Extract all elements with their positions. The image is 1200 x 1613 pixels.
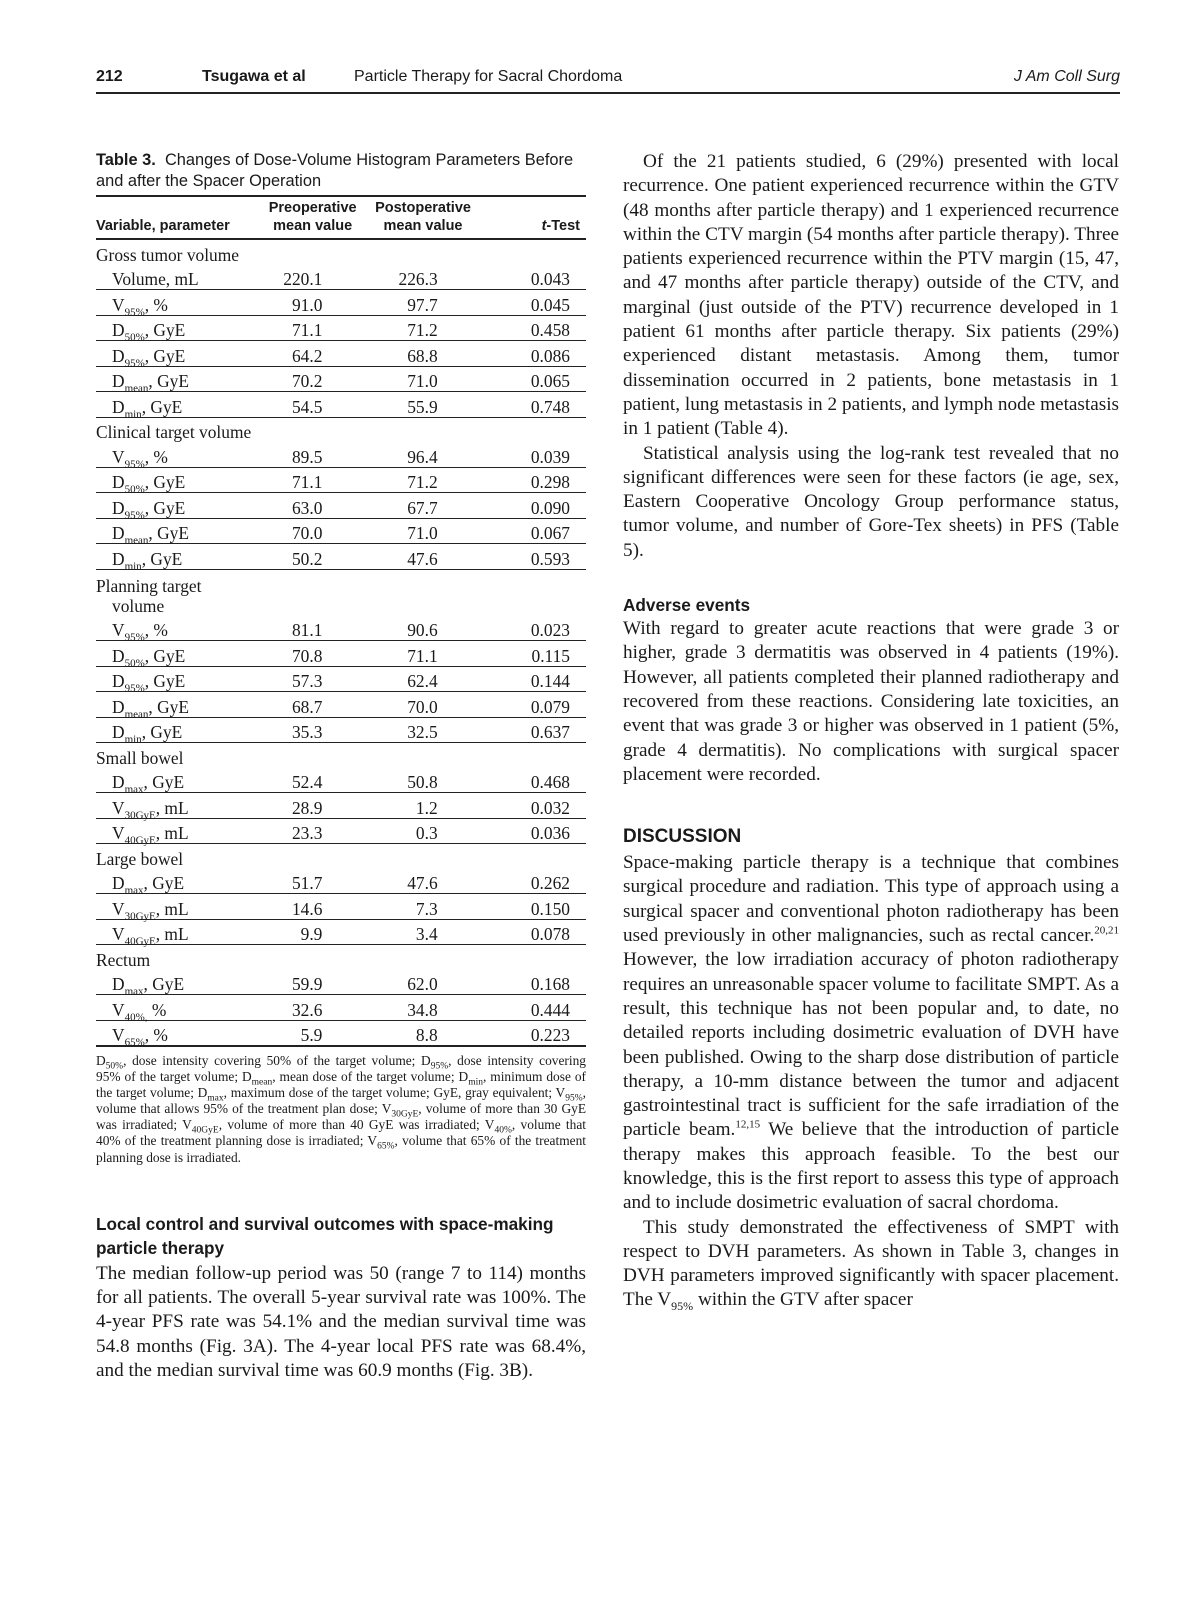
- table-row: [96, 341, 586, 367]
- cell-t-test: 0.039: [482, 442, 586, 467]
- cell-variable: $D_{min}$, GyE: [96, 717, 261, 743]
- table-row: [96, 442, 586, 467]
- cell-preoperative: 9.9: [261, 919, 364, 945]
- cell-postoperative: 50.8: [364, 768, 481, 793]
- table-row: [96, 366, 586, 392]
- table-row: [96, 692, 586, 718]
- cell-t-test: 0.262: [482, 869, 586, 894]
- cell-variable: $D_{mean}$, GyE: [96, 518, 261, 544]
- adverse-events-heading: Adverse events: [623, 595, 751, 616]
- cell-variable: $D_{50\%}$, GyE: [96, 467, 261, 493]
- citation-ref: 20,21: [1094, 924, 1119, 937]
- cell-preoperative: 50.2: [261, 544, 364, 570]
- cell-variable: $D_{max}$, GyE: [96, 869, 261, 894]
- table-group-row: Large bowel: [96, 848, 184, 869]
- cell-preoperative: 70.8: [261, 641, 364, 667]
- cell-preoperative: 70.0: [261, 518, 364, 544]
- cell-postoperative: 97.7: [364, 290, 481, 316]
- cell-variable: $D_{95\%}$, GyE: [96, 341, 261, 367]
- cell-variable: $V_{30GyE}$, mL: [96, 793, 261, 819]
- running-authors: Tsugawa et al: [202, 68, 306, 85]
- cell-preoperative: 71.1: [261, 315, 364, 341]
- cell-postoperative: 62.0: [364, 970, 481, 995]
- cell-preoperative: 70.2: [261, 366, 364, 392]
- cell-preoperative: 64.2: [261, 341, 364, 367]
- table-row: [96, 995, 586, 1021]
- adverse-events-paragraph: With regard to greater acute reactions that were grade 3 or higher, grade 3 dermatitis was observed in 4 patients (19%). However, all patients completed their planned radiotherapy and recovered from these reactions. Considering late toxicities, an event that was grade 3 or higher was observed in 1 patient (5%, grade 4 dermatitis). No complications with surgical spacer placement were recorded.: [623, 618, 1119, 785]
- cell-postoperative: 71.2: [364, 467, 481, 493]
- recurrence-paragraph: Of the 21 patients studied, 6 (29%) presented with local recurrence. One patient experienced recurrence within the GTV (48 months after particle therapy) and 1 experienced recurrence within the CTV margin (54 months after particle therapy). Three patients experienced recurrence within the PTV margin (15, 47, and 47 months after particle therapy) outside of the CTV, and marginal (just outside of the PTV) recurrence developed in 1 patient 61 months after particle therapy. Six patients (29%) experienced distant metastasis. Among them, tumor dissemination occurred in 2 patients, bone metastasis in 1 patient, lung metastasis in 2 patients, and lymph node metastasis in 1 patient (Table 4).: [623, 151, 1119, 440]
- discussion-heading: DISCUSSION: [623, 826, 742, 848]
- cell-preoperative: 32.6: [261, 995, 364, 1021]
- cell-variable: $V_{95\%}$, %: [96, 442, 261, 467]
- cell-t-test: 0.168: [482, 970, 586, 995]
- cell-postoperative: 32.5: [364, 717, 481, 743]
- discussion-paragraph-2: This study demonstrated the effectiveness of SMPT with respect to DVH parameters. As shown in Table 3, changes in DVH parameters improved significantly with spacer placement. The $V_{95\%}$ within the GTV after spacer: [623, 1216, 1119, 1314]
- table-row: [96, 392, 586, 418]
- cell-preoperative: 5.9: [300, 1025, 323, 1045]
- cell-preoperative: 89.5: [261, 442, 364, 467]
- table-row: [96, 970, 586, 995]
- cell-variable: $D_{mean}$, GyE: [96, 692, 261, 718]
- cell-variable: $V_{40GyE}$, mL: [96, 818, 261, 844]
- table-group-row: Gross tumor volume: [96, 244, 239, 265]
- cell-t-test: 0.023: [482, 616, 586, 641]
- table-row: [96, 894, 586, 920]
- cell-variable: $V_{30GyE}$, mL: [96, 894, 261, 920]
- cell-postoperative: 71.0: [364, 518, 481, 544]
- cell-preoperative: 57.3: [261, 666, 364, 692]
- table-label: Table 3.: [96, 151, 156, 169]
- cell-postoperative: 0.3: [364, 818, 481, 844]
- cell-postoperative: 226.3: [364, 265, 481, 290]
- table-row: [96, 493, 586, 519]
- col-header-t-test: t-Test: [482, 196, 586, 239]
- cell-t-test: 0.045: [482, 290, 586, 316]
- col-header-variable: Variable, parameter: [96, 196, 261, 239]
- table-row: [96, 666, 586, 692]
- cell-variable: $D_{min}$, GyE: [96, 392, 261, 418]
- citation-ref: 12,15: [735, 1119, 761, 1131]
- cell-t-test: 0.223: [530, 1025, 570, 1045]
- cell-postoperative: 71.0: [364, 366, 481, 392]
- cell-postoperative: 34.8: [364, 995, 481, 1021]
- cell-t-test: 0.444: [482, 995, 586, 1021]
- cell-t-test: 0.593: [482, 544, 586, 570]
- cell-variable: $D_{max}$, GyE: [96, 970, 261, 995]
- cell-preoperative: 59.9: [261, 970, 364, 995]
- dvh-table: [96, 195, 586, 1047]
- cell-variable: $V_{40GyE}$, mL: [96, 919, 261, 945]
- cell-preoperative: 35.3: [261, 717, 364, 743]
- table-row: [96, 616, 586, 641]
- table-footnote: $D_{50\%}$, dose intensity covering 50% of the target volume; $D_{95\%}$, dose intensity covering 95% of the target volume; $D_{mean}$, mean dose of the target volume; $D_{min}$, minimum dose of the target volume; $D_{max}$, maximum dose of the target volume; GyE, gray equivalent; $V_{95\%}$, volume that allows 95% of the treatment plan dose; $V_{30GyE}$, volume of more than 30 GyE was irradiated; $V_{40GyE}$, volume of more than 40 GyE was irradiated; $V_{40\%}$, volume that 40% of the treatment planning dose is irradiated; $V_{65\%}$, volume that 65% of the treatment planning dose is irradiated.: [96, 1053, 586, 1165]
- local-control-paragraph: The median follow-up period was 50 (range 7 to 114) months for all patients. The overall 5-year survival rate was 100%. The 4-year PFS rate was 54.1% and the median survival time was 54.8 months (Fig. 3A). The 4-year local PFS rate was 68.4%, and the median survival time was 60.9 months (Fig. 3B).: [96, 1262, 586, 1381]
- cell-t-test: 0.086: [482, 341, 586, 367]
- col-header-preoperative: Preoperative mean value: [261, 196, 364, 239]
- statistics-paragraph: Statistical analysis using the log-rank test revealed that no significant differences were seen for these factors (ie age, sex, Eastern Cooperative Oncology Group performance status, tumor volume, and number of Gore-Tex sheets) in PFS (Table 5).: [623, 442, 1119, 561]
- cell-variable: $V_{95\%}$, %: [96, 290, 261, 316]
- table-row: [96, 265, 586, 290]
- cell-preoperative: 52.4: [261, 768, 364, 793]
- cell-preoperative: 63.0: [261, 493, 364, 519]
- cell-postoperative: 7.3: [364, 894, 481, 920]
- cell-preoperative: 51.7: [261, 869, 364, 894]
- cell-variable: $V_{95\%}$, %: [96, 616, 261, 641]
- cell-preoperative: 68.7: [261, 692, 364, 718]
- cell-postoperative: 3.4: [364, 919, 481, 945]
- table-row: [96, 869, 586, 894]
- cell-postoperative: 47.6: [364, 544, 481, 570]
- cell-t-test: 0.043: [482, 265, 586, 290]
- cell-variable: $D_{mean}$, GyE: [96, 366, 261, 392]
- table-row: [96, 793, 586, 819]
- cell-variable: $D_{95\%}$, GyE: [96, 493, 261, 519]
- table-row: [96, 818, 586, 844]
- table-row: [96, 315, 586, 341]
- table-row: [96, 290, 586, 316]
- running-title: Particle Therapy for Sacral Chordoma: [354, 68, 623, 85]
- cell-postoperative: 90.6: [364, 616, 481, 641]
- table-header-row: [96, 196, 586, 239]
- right-column: [623, 150, 1119, 1313]
- cell-t-test: 0.458: [482, 315, 586, 341]
- cell-t-test: 0.090: [482, 493, 586, 519]
- cell-postoperative: 47.6: [364, 869, 481, 894]
- table-row: [96, 518, 586, 544]
- cell-t-test: 0.468: [482, 768, 586, 793]
- cell-preoperative: 54.5: [261, 392, 364, 418]
- cell-postoperative: 62.4: [364, 666, 481, 692]
- table-row: [96, 467, 586, 493]
- cell-t-test: 0.748: [482, 392, 586, 418]
- col-header-postoperative: Postoperative mean value: [364, 196, 481, 239]
- cell-postoperative: 67.7: [364, 493, 481, 519]
- cell-t-test: 0.036: [482, 818, 586, 844]
- cell-preoperative: 28.9: [261, 793, 364, 819]
- cell-t-test: 0.150: [482, 894, 586, 920]
- table-group-row: Clinical target volume: [96, 422, 252, 442]
- cell-variable: $D_{max}$, GyE: [96, 768, 261, 793]
- running-header: [96, 66, 1120, 94]
- cell-t-test: 0.065: [482, 366, 586, 392]
- cell-postoperative: 1.2: [364, 793, 481, 819]
- cell-postoperative: 8.8: [415, 1025, 438, 1045]
- cell-variable: $D_{95\%}$, GyE: [96, 666, 261, 692]
- cell-t-test: 0.078: [482, 919, 586, 945]
- table-group-row: Small bowel: [96, 747, 184, 768]
- cell-preoperative: 23.3: [261, 818, 364, 844]
- table-row: [96, 919, 586, 945]
- cell-t-test: 0.079: [482, 692, 586, 718]
- table-caption-text: Changes of Dose-Volume Histogram Parameters Before and after the Spacer Operation: [96, 151, 574, 190]
- table-body: [96, 239, 586, 1049]
- cell-t-test: 0.115: [482, 641, 586, 667]
- table-group-row: Planning target volume: [96, 575, 202, 616]
- page-number: 212: [96, 68, 123, 85]
- cell-preoperative: 14.6: [261, 894, 364, 920]
- cell-postoperative: 70.0: [364, 692, 481, 718]
- cell-t-test: 0.144: [482, 666, 586, 692]
- cell-postoperative: 71.2: [364, 315, 481, 341]
- cell-t-test: 0.067: [482, 518, 586, 544]
- local-control-heading: Local control and survival outcomes with space-making particle therapy: [96, 1213, 554, 1258]
- cell-preoperative: 220.1: [261, 265, 364, 290]
- table-row: [96, 768, 586, 793]
- table-group-row: Rectum: [96, 949, 151, 970]
- journal-name: J Am Coll Surg: [1013, 68, 1120, 85]
- table-row: [96, 717, 586, 743]
- cell-postoperative: 68.8: [364, 341, 481, 367]
- cell-variable: $D_{min}$, GyE: [96, 544, 261, 570]
- cell-t-test: 0.032: [482, 793, 586, 819]
- cell-preoperative: 81.1: [261, 616, 364, 641]
- table-row: [96, 641, 586, 667]
- table-row: [96, 544, 586, 570]
- cell-variable: $V_{40\%,}$ %: [96, 995, 261, 1021]
- cell-variable: $V_{65\%}$, %: [112, 1025, 168, 1049]
- cell-postoperative: 71.1: [364, 641, 481, 667]
- discussion-paragraph-1: Space-making particle therapy is a technique that combines surgical procedure and radiation. This type of approach using a surgical spacer and conventional photon radiotherapy has been used previously in other malignancies, such as rectal cancer.$^{20,21}$ However, the low irradiation accuracy of photon radiotherapy requires an unreasonable spacer volume to facilitate SMPT. As a result, this technique has not been popular and, to date, no detailed reports including dosimetric evaluation of DVH have been published. Owing to the sharp dose distribution of particle therapy, a 10-mm distance between the tumor and adjacent gastrointestinal tract is sufficient for the safe irradiation of the particle beam.$^{12,15}$ We believe that the introduction of particle therapy makes this approach feasible. To the best our knowledge, this is the first report to assess this type of approach and to include dosimetric evaluation of sacral chordoma.: [623, 852, 1120, 1214]
- table-row: [96, 1020, 586, 1046]
- left-column: [96, 150, 586, 1383]
- cell-preoperative: 71.1: [261, 467, 364, 493]
- cell-variable: Volume, mL: [96, 265, 261, 290]
- cell-postoperative: 55.9: [364, 392, 481, 418]
- cell-t-test: 0.298: [482, 467, 586, 493]
- cell-t-test: 0.637: [482, 717, 586, 743]
- cell-postoperative: 96.4: [364, 442, 481, 467]
- cell-variable: $D_{50\%}$, GyE: [96, 315, 261, 341]
- cell-preoperative: 91.0: [261, 290, 364, 316]
- cell-variable: $D_{50\%}$, GyE: [96, 641, 261, 667]
- table-caption: [96, 150, 586, 192]
